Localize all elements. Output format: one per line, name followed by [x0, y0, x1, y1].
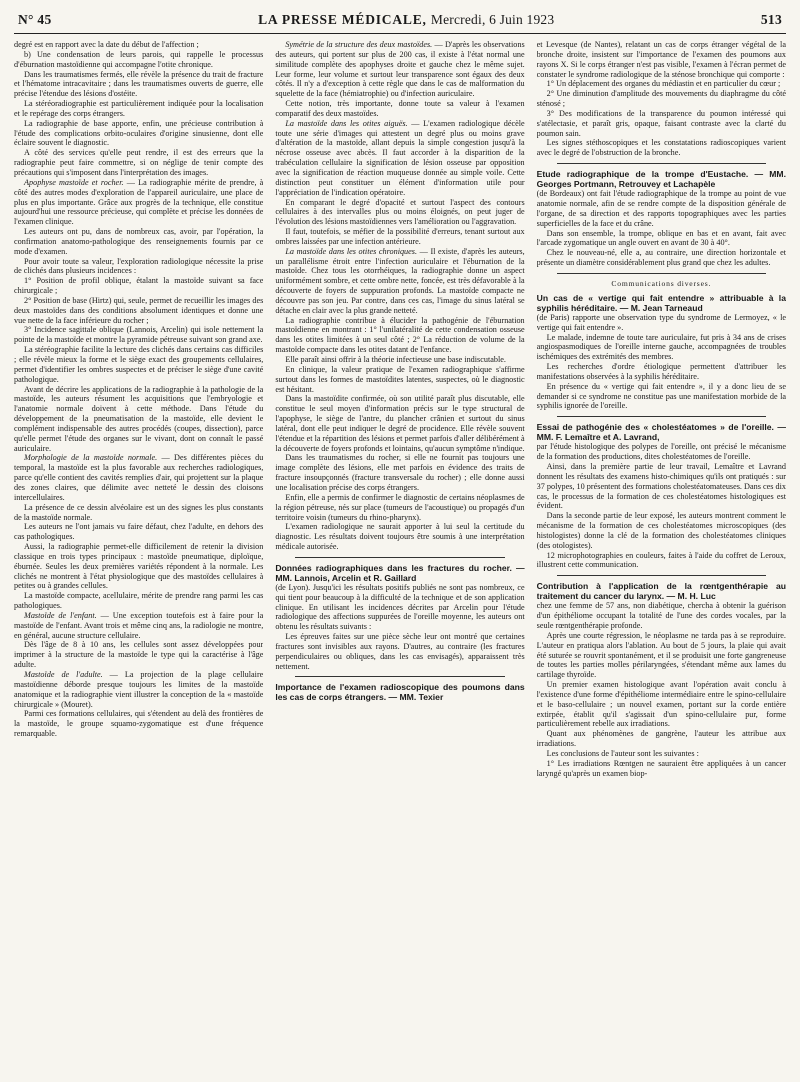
journal-title: LA PRESSE MÉDICALE,: [258, 12, 427, 27]
paragraph: Pour avoir toute sa valeur, l'exploration radiologique nécessite la prise de clichés dans plusieurs incidences :: [14, 256, 264, 276]
paragraph: Les recherches d'ordre étiologique permettent d'attribuer les manifestations observées à la syphilis héréditaire.: [536, 362, 786, 381]
paragraph: [14, 611, 263, 641]
paragraph: Enfin, elle a permis de confirmer le diagnostic de certains néoplasmes de la région pétreuse, nés sur place (tumeurs de l'acoustique) ou propagés d'un territoire voisin (tumeurs du rhino-pharynx).: [275, 492, 525, 522]
paragraph: Quant aux phénomènes de gangrène, l'auteur les attribue aux irradiations.: [536, 729, 786, 749]
paragraph: Chez le nouveau-né, elle a, au contraire, une direction horizontale et présente un diamètre considérablement plus grand que chez les adultes.: [536, 248, 786, 268]
paragraph: [14, 178, 263, 227]
article-heading: Essai de pathogénie des « cholestéatomes » de l'oreille. — MM. F. Lemaître et A. Lavrand,: [536, 422, 786, 443]
paragraph: 3° Incidence sagittale oblique (Lannois, Arcelin) qui isole nettement la pointe de la mastoïde et montre la pyramide pétreuse suivant son grand axe.: [14, 325, 264, 345]
paragraph: (de Paris) rapporte une observation type du syndrome de Lermoyez, « le vertige qui fait entendre ».: [536, 312, 786, 332]
paragraph: par l'étude histologique des polypes de l'oreille, ont précisé le mécanisme de la formation des productions, dites cholestéatomes de l'oreille.: [536, 442, 786, 462]
paragraph-text: — D'après les observations des auteurs, qui portent sur plus de 200 cas, il existe à l'état normal une similitude complète des apophyses droite et gauche chez le même sujet. Leur forme, leur volume et surtout leur transparence sont égaux des deux côtés. Il n'y a d'exception à cette règle que dans le cas de malformation du squelette de la face (hémiatrophie) ou d'infection auriculaire.: [275, 40, 525, 99]
paragraph: La mastoïde compacte, acellulaire, mérite de prendre rang parmi les cas pathologiques.: [14, 591, 264, 611]
paragraph: b) Une condensation de leurs parois, qui rappelle le processus d'éburnation mastoïdienne qui accompagne l'otite chronique.: [14, 49, 264, 69]
paragraph: La stéréoradiographie est particulièrement indiquée pour la localisation et le repérage des corps étrangers.: [14, 99, 264, 118]
paragraph: (de Bordeaux) ont fait l'étude radiographique de la trompe au point de vue anatomie normale, afin de se rendre compte de la disposition générale de l'organe, de sa direction et des rapports topographiques avec les parties superficielles de la face et du crâne.: [536, 189, 786, 228]
paragraph: Dans son ensemble, la trompe, oblique en bas et en avant, fait avec l'arcade zygomatique un angle ouvert en avant de 30 à 40°.: [536, 228, 786, 248]
page-number: 513: [760, 12, 782, 27]
paragraph-text: — Une exception toutefois est à faire pour la mastoïde de l'enfant. Avant trois et même cinq ans, la radiologie ne montre, en général, aucune structure cellulaire.: [14, 610, 264, 640]
paragraph-text: — Des différentes pièces du temporal, la mastoïde est la plus favorable aux recherches radiologiques, parce qu'elle contient des cavités remplies d'air, qui projettent sur la plaque des zones claires, que délimite avec netteté le dessin des cloisons intercellulaires.: [14, 453, 264, 502]
paragraph: Aussi, la radiographie permet-elle difficilement de retenir la division classique en trois types principaux : mastoïde pneumatique, diploïque, éburnée. Seules les deux premières variétés répondent à la normale. Les clichés ne montrent à l'état physiologique que des mastoïdes cellulaires à petites ou à grandes cellules.: [14, 542, 264, 591]
paragraph: Dans les traumatismes du rocher, si elle ne fournit pas toujours une image complète des lésions, elle met parfois en évidence des traits de fracture insoupçonnés (fracture transversale du rocher) ; elle donne aussi une localisation précise des corps étrangers.: [275, 453, 525, 492]
article-heading: Un cas de « vertige qui fait entendre » attribuable à la syphilis héréditaire. — M. Jean Tarneaud: [536, 292, 786, 313]
paragraph: Cette notion, très importante, donne toute sa valeur à l'examen comparatif des deux mastoïdes.: [275, 99, 525, 118]
paragraph: Dans les traumatismes fermés, elle révèle la présence du trait de fracture et l'hématome intracavitaire ; dans les traumatismes ouverts de guerre, elle précise l'étendue des lésions d'ostéite.: [14, 69, 264, 99]
article-columns: [14, 40, 786, 1070]
paragraph: La radiographie contribue à élucider la pathogénie de l'éburnation mastoïdienne en montrant : 1° l'unilatéralité de cette condensation osseuse dans les otites limitées à un seul côté ; 2° La réduction de volume de la mastoïde compacte dans les otites datant de l'enfance.: [275, 315, 525, 355]
paragraph: Un premier examen histologique avant l'opération avait conclu à l'existence d'une forme d'épithéliome intermédiaire entre le spino-cellulaire et le baso-cellulaire ; un nouvel examen, portant sur la corde entière extirpée, établit qu'il s'agissait d'un spino-cellulaire pur, forme particulièrement rebelle aux irradiations.: [536, 680, 786, 729]
issue-date: Mercredi, 6 Juin 1923: [430, 12, 555, 27]
divider: [557, 416, 766, 417]
paragraph: Ainsi, dans la première partie de leur travail, Lemaître et Lavrand donnent les résultats des examens histo-chimiques qu'ils ont pratiqués : sur 37 polypes, 10 présentent des formations cholestéatomateuses. Dans ces dix cas, le processus de la formation de ces cholestéatomes histologiques est évident.: [536, 462, 786, 511]
paragraph: 1° Un déplacement des organes du médiastin et en particulier du cœur ;: [546, 79, 781, 89]
subheading: Symétrie de la structure des deux mastoïdes.: [285, 40, 433, 49]
subheading: Apophyse mastoïde et rocher.: [24, 177, 124, 187]
paragraph: [275, 40, 524, 99]
paragraph: Il faut, toutefois, se méfier de la possibilité d'erreurs, tenant surtout aux ombres laissées par une infection antérieure.: [275, 227, 525, 246]
paragraph: 1° Les irradiations Rœntgen ne sauraient être appliquées à un cancer laryngé qu'après un examen biop-: [536, 758, 786, 778]
paragraph: (de Lyon). Jusqu'ici les résultats positifs publiés ne sont pas nombreux, ce qui tient pour beaucoup à la difficulté de la technique et de son application clinique. En utilisant les incidences décrites par Arcelin pour l'étude radiologique des affections suppurées de l'oreille moyenne, les auteurs ont obtenu les résultats suivants :: [275, 582, 525, 632]
paragraph: degré est en rapport avec la date du début de l'affection ;: [14, 40, 199, 49]
paragraph: Elle paraît ainsi offrir à la théorie infectieuse une base indiscutable.: [285, 355, 506, 364]
paragraph: Dès l'âge de 8 à 10 ans, les cellules sont assez développées pour imprimer à la structure de la mastoïde le type qui la caractérise à l'âge adulte.: [14, 640, 264, 670]
paragraph: 2° Position de base (Hirtz) qui, seule, permet de recueillir les images des deux mastoïdes dans des conditions absolument identiques et donne une vue nette de la face inférieure du rocher ;: [14, 295, 264, 325]
paragraph: Les auteurs ont pu, dans de nombreux cas, avoir, par l'opération, la confirmation anatomo-pathologique des renseignements fournis par ce mode d'examen.: [14, 227, 264, 256]
paragraph: Le malade, indemne de toute tare auriculaire, fut pris à 34 ans de crises angiospasmodiques de l'oreille interne gauche, accompagnées de troubles ischémiques des extrémités des membres.: [536, 332, 786, 362]
column-left: [14, 40, 263, 1070]
paragraph: Dans la mastoïdite confirmée, où son utilité paraît plus discutable, elle constitue le seul moyen d'information précis sur le type structural de l'apophyse, le siège de l'antre, du plancher crânien et surtout du sinus latéral, dont elle peut indiquer le degré de procidence. Elle révèle souvent l'étendue et la répartition des lésions et permet parfois d'aller délibérément à la découverte de foyers profonds et lointains, qu'aucun symptôme n'indique.: [275, 394, 525, 453]
paragraph: [275, 119, 524, 198]
paragraph: chez une femme de 57 ans, non diabétique, chercha à obtenir la guérison d'un épithéliome occupant la totalité de l'une des cordes vocales, par la seule rœntgenthérapie profonde.: [536, 601, 786, 630]
issue-number: N° 45: [18, 12, 52, 27]
column-middle: [275, 40, 524, 1070]
paragraph: En présence du « vertige qui fait entendre », il y a donc lieu de se demander si ce syndrome ne constitue pas une manifestation morbide de la syphilis ignorée de l'oreille.: [536, 381, 786, 411]
journal-masthead: [258, 12, 554, 28]
paragraph: Les signes stéthoscopiques et les constatations radioscopiques varient avec le degré de l'obstruction de la bronche.: [536, 138, 786, 158]
article-heading: Données radiographiques dans les fractures du rocher. — MM. Lannois, Arcelin et R. Gaillard: [275, 562, 525, 583]
page-header: [14, 12, 786, 34]
paragraph: [14, 453, 263, 502]
paragraph: Les épreuves faites sur une pièce sèche leur ont montré que certaines fractures sont invisibles aux rayons. D'autres, au contraire (les fractures perpendiculaires ou obliques, dans les cas envisagés), apparaissent très nettement.: [275, 632, 525, 671]
paragraph: Les conclusions de l'auteur sont les suivantes :: [546, 748, 699, 758]
paragraph: Les auteurs ne l'ont jamais vu faire défaut, chez l'adulte, en dehors des cas pathologiques.: [14, 522, 264, 542]
paragraph: Dans la seconde partie de leur exposé, les auteurs montrent comment le mécanisme de la formation de ces cholestéatomes microscopiques (des histologistes) donne la clé de la formation des cholestéatomes cliniques (des otologistes).: [536, 511, 786, 550]
paragraph-text: — Il existe, d'après les auteurs, un parallélisme étroit entre l'infection auriculaire et l'éburnation de la mastoïde. Chez tous les otorrhéiques, la radiographie donne un aspect uniformément sombre, et cette ombre nette, foncée, est très défavorable à la découverte de foyers de suppuration profonds. La mastoïde compacte ne découvre pas son jeu. Par contre, dans ces cas, l'image du sinus latéral se détache en clair avec la plus grande netteté.: [275, 246, 525, 315]
paragraph-text: — La radiographie mérite de prendre, à côté des autres modes d'exploration de l'appareil auriculaire, une place de plus en plus importante. Grâce aux progrès de la technique, elle constitue aujourd'hui une ressource précieuse, qui complète et précise les données de l'examen clinique.: [14, 177, 264, 227]
paragraph: L'examen radiologique ne saurait apporter à lui seul la certitude du diagnostic. Les résultats doivent toujours être soumis à une interprétation médicale autorisée.: [275, 522, 525, 552]
paragraph: Parmi ces formations cellulaires, qui s'étendent au delà des frontières de la mastoïde, le groupe squamo-zygomatique est d'une fréquence remarquable.: [14, 709, 264, 739]
paragraph: La présence de ce dessin alvéolaire est un des signes les plus constants de la mastoïde normale.: [14, 502, 264, 522]
paragraph: 1° Position de profil oblique, étalant la mastoïde suivant sa face chirurgicale ;: [14, 276, 264, 296]
paragraph: A côté des services qu'elle peut rendre, il est des erreurs que la radiographie peut faire commettre, si on néglige de tenir compte des précautions qui s'imposent dans l'interprétation des images.: [14, 148, 264, 177]
paragraph: 2° Une diminution d'amplitude des mouvements du diaphragme du côté sténosé ;: [536, 89, 786, 109]
divider: [557, 575, 766, 576]
divider: [557, 273, 766, 274]
section-title: Communications diverses.: [611, 278, 712, 288]
paragraph: En clinique, la valeur pratique de l'examen radiographique s'affirme surtout dans les formes de mastoïdites latentes, suspectes, où le diagnostic est hésitant.: [275, 364, 525, 394]
divider: [295, 557, 504, 558]
paragraph: 3° Des modifications de la transparence du poumon intéressé qui s'atélectasie, et paraît gris, opaque, faisant contraste avec la clarté du poumon sain.: [536, 108, 786, 138]
paragraph: Avant de décrire les applications de la radiographie à la pathologie de la mastoïde, les auteurs résument les acquisitions que l'embryologie et l'anatomie normale doivent à cette méthode. Dans l'étude du développement de la pneumatisation de la mastoïde, elle devient le complément indispensable des autres procédés (coupes, dissection), parce qu'elle permet l'étude des organes sur le vivant, dont on connaît le passé auriculaire.: [14, 384, 264, 453]
divider: [295, 676, 504, 677]
paragraph: En comparant le degré d'opacité et surtout l'aspect des contours cellulaires à des intervalles plus ou moins éloignés, on peut juger de l'évolution des lésions mastoïdiennes vers l'amélioration ou l'aggravation.: [275, 197, 525, 227]
paragraph: [275, 247, 524, 316]
subheading: La mastoïde dans les otites aiguës.: [285, 118, 408, 128]
paragraph: et Levesque (de Nantes), relatant un cas de corps étranger végétal de la bronche droite, insistent sur l'importance de l'examen des poumons aux rayons X. Si le corps étranger n'est pas visible, l'examen à l'écran permet de constater le syndrome radiologique de la sténose bronchique qui comporte :: [536, 40, 786, 79]
paragraph-text: — L'examen radiologique décèle toute une série d'images qui attestent un degré plus ou moins grave d'altération de la mastoïde, allant depuis la simple congestion jusqu'à la nécrose osseuse avec abcès. Il faut accorder à la disparition de la trabéculation cellulaire la signification de lésion osseuse par opposition avec la signification de réaction muqueuse donnée au simple voile. Cette distinction peut constituer un élément d'information utile pour l'appréciation de l'indication opératoire.: [275, 118, 525, 197]
paragraph: [14, 670, 263, 709]
subheading: Mastoïde de l'enfant.: [24, 610, 97, 620]
paragraph-text: — La projection de la plage cellulaire mastoïdienne déborde presque toujours les limites de la mastoïde anatomique et la radiographie vient illustrer la conception de la « mastoïde chirurgicale » (Mouret).: [14, 670, 264, 709]
paragraph: 12 microphotographies en couleurs, faites à l'aide du coffret de Leroux, illustrent cette communication.: [536, 550, 786, 570]
subheading: La mastoïde dans les otites chroniques.: [285, 246, 418, 256]
article-heading: Importance de l'examen radioscopique des poumons dans les cas de corps étrangers. — MM. Texier: [275, 682, 525, 703]
column-right: [537, 40, 786, 1070]
paragraph: Après une courte régression, le néoplasme ne tarda pas à se reproduire. L'auteur en pratiqua alors l'ablation. Au bout de 5 jours, la plaie qui avait été suturée se rouvrit spontanément, et il se produisit une forte gangreneuse de toutes les parties molles périlaryngées, s'étendant même aux lames du cartilage thyroïde.: [536, 630, 786, 680]
paragraph: La stéréographie facilite la lecture des clichés dans certains cas difficiles ; elle révèle mieux la forme et le siège exact des groupements cellulaires, permet d'identifier les ombres suspectes et de préciser le siège d'une cavité pathologique.: [14, 345, 264, 384]
article-heading: Etude radiographique de la trompe d'Eustache. — MM. Georges Portmann, Retrouvey et Lachapèle: [536, 169, 786, 190]
divider: [557, 163, 766, 164]
paragraph: La radiographie de base apporte, enfin, une précieuse contribution à l'étude des complications orbito-oculaires d'origine sinusienne, dont elle éclaire souvent le diagnostic.: [14, 118, 264, 148]
subheading: Mastoïde de l'adulte.: [24, 670, 103, 679]
subheading: Morphologie de la mastoïde normale.: [24, 453, 158, 463]
article-heading: Contribution à l'application de la rœntgenthérapie au traitement du cancer du larynx. — M. H. Luc: [536, 581, 786, 602]
